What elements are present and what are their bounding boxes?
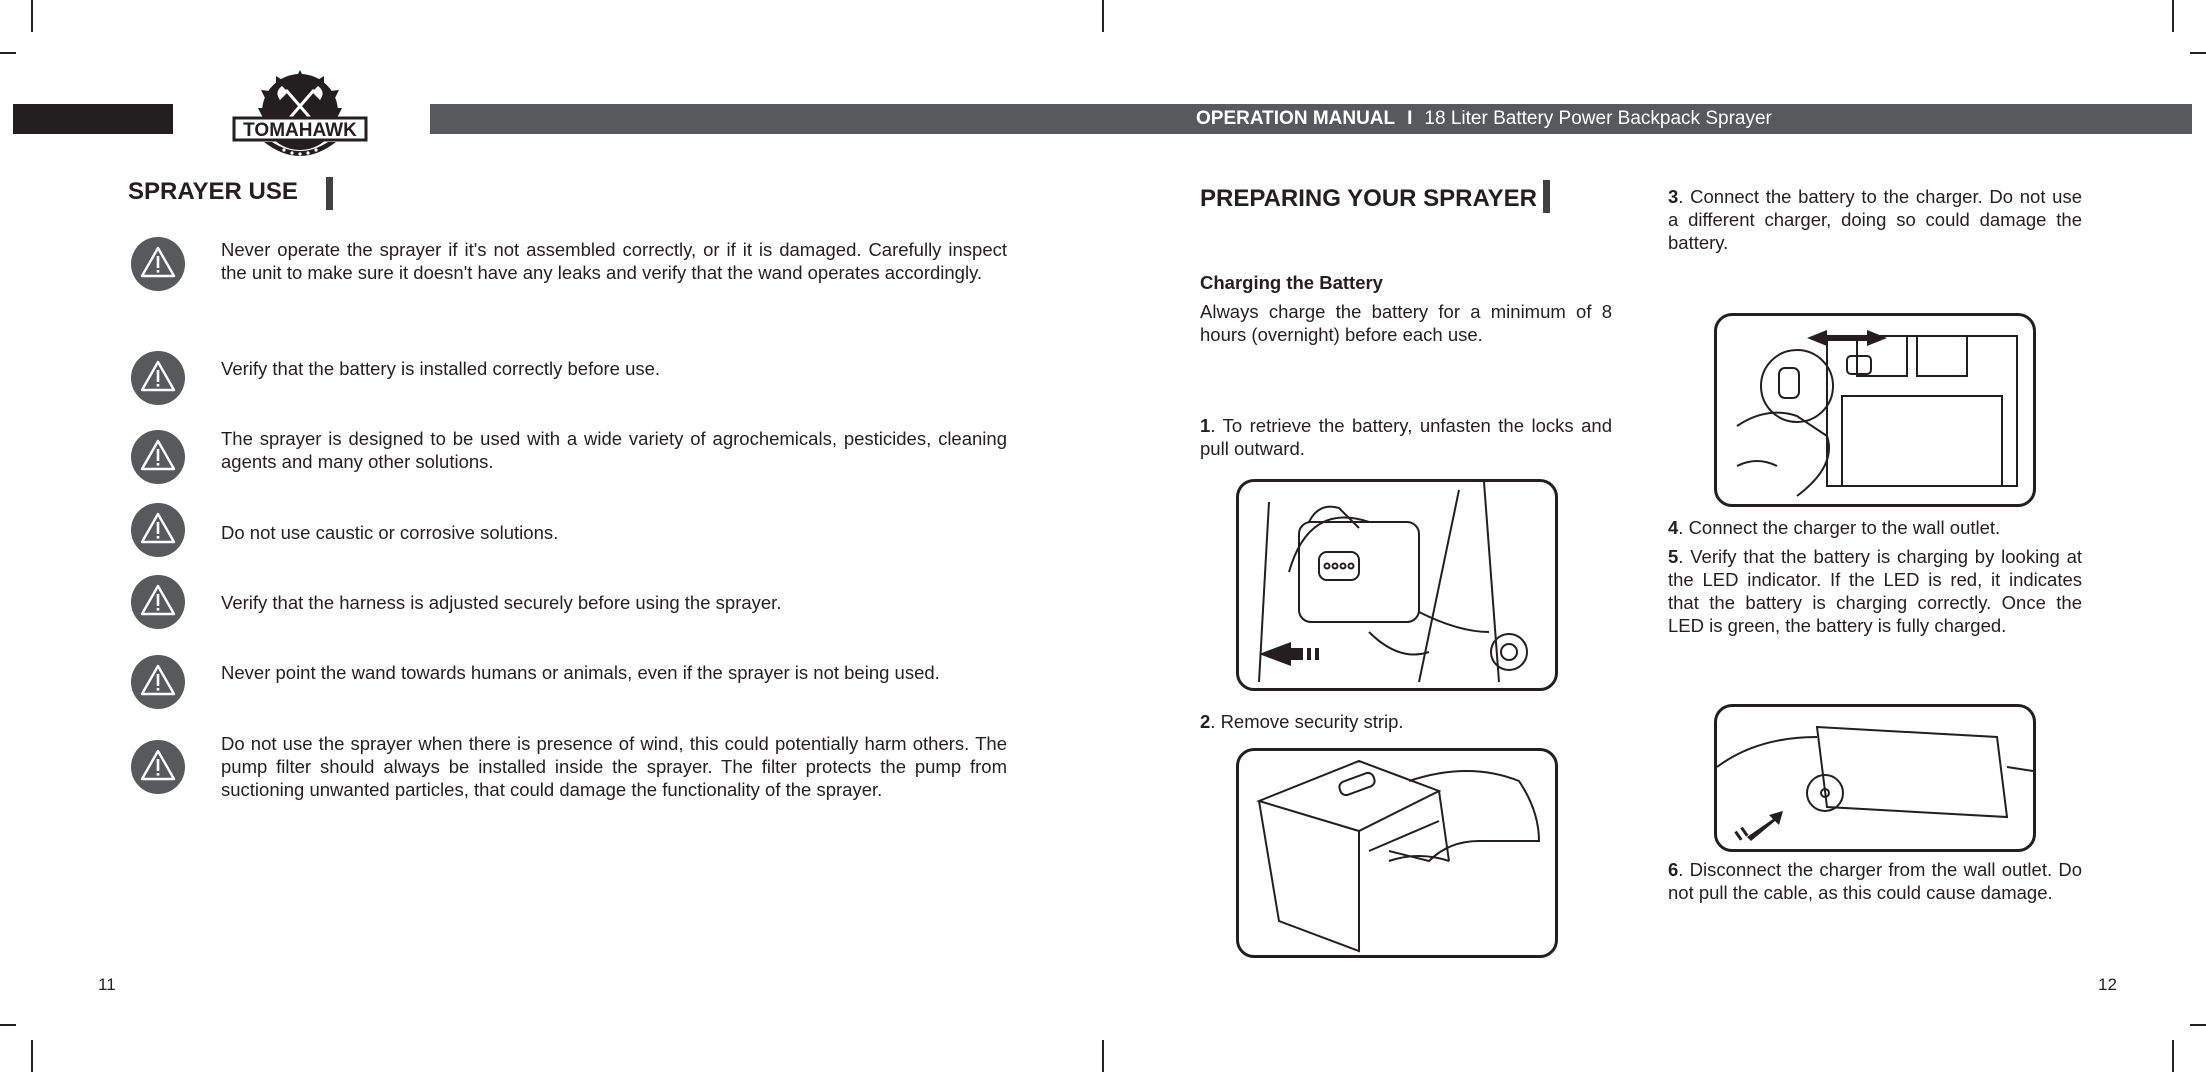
warning-icon — [130, 429, 186, 485]
step-3 — [1668, 185, 2082, 254]
crop-mark — [2190, 1024, 2206, 1026]
step-number: 2 — [1200, 711, 1211, 732]
crop-mark — [31, 1040, 33, 1072]
step-number: 6 — [1668, 859, 1679, 880]
charger-led-illustration — [1714, 704, 2036, 852]
step-number: 5 — [1668, 546, 1679, 567]
warning-icon — [130, 236, 186, 292]
warning-text: Do not use caustic or corrosive solutions. — [221, 522, 559, 543]
crop-mark — [2190, 52, 2206, 54]
charging-intro: Always charge the battery for a minimum of 8 hours (overnight) before each use. — [1200, 301, 1612, 345]
page-number-right: 12 — [2098, 975, 2117, 994]
warning-text: Never operate the sprayer if it's not assembled correctly, or if it is damaged. Carefully inspect the unit to make sure it doesn't have any leaks and verify that the wand operates accordingly. — [221, 239, 1007, 283]
step-number: 4 — [1668, 517, 1679, 538]
warning-icon — [130, 350, 186, 406]
subheading-charging: Charging the Battery — [1200, 272, 1383, 293]
step-text: . Remove security strip. — [1210, 711, 1404, 732]
running-header — [1196, 104, 1772, 134]
step-text: . Connect the battery to the charger. Do not use a different charger, doing so could damage the battery. — [1668, 186, 2082, 253]
warning-icon — [130, 739, 186, 795]
crop-mark — [0, 52, 16, 54]
step-4 — [1668, 516, 2082, 539]
crop-mark — [2172, 1040, 2174, 1072]
step-text: . Disconnect the charger from the wall outlet. Do not pull the cable, as this could cause damage. — [1668, 859, 2082, 903]
step-text: . Verify that the battery is charging by looking at the LED indicator. If the LED is red, it indicates that the battery is charging correctly. Once the LED is green, the battery is fully charged. — [1668, 546, 2082, 636]
heading-accent-bar — [326, 177, 333, 210]
svg-text:TOMAHAWK: TOMAHAWK — [243, 120, 357, 141]
page-number-left: 11 — [98, 975, 116, 994]
header-separator: I — [1407, 108, 1413, 129]
warning-icon — [130, 502, 186, 558]
step-2 — [1200, 710, 1612, 733]
step-text: . Connect the charger to the wall outlet. — [1678, 517, 2001, 538]
header-bar-left — [13, 104, 173, 134]
step-6 — [1668, 858, 2082, 904]
crop-mark — [1102, 0, 1104, 32]
warning-text: Verify that the battery is installed correctly before use. — [221, 358, 661, 379]
warning-text: The sprayer is designed to be used with a wide variety of agrochemicals, pesticides, cleaning agents and many other solutions. — [221, 428, 1007, 472]
crop-mark — [1102, 1040, 1104, 1072]
crop-mark — [0, 1024, 16, 1026]
warning-icon — [130, 654, 186, 710]
section-heading-sprayer-use: SPRAYER USE — [128, 178, 298, 205]
battery-removal-illustration — [1236, 479, 1558, 691]
warning-text: Never point the wand towards humans or animals, even if the sprayer is not being used. — [221, 662, 940, 683]
step-number: 3 — [1668, 186, 1679, 207]
manual-label: OPERATION MANUAL — [1196, 108, 1396, 129]
section-heading-preparing: PREPARING YOUR SPRAYER — [1200, 185, 1537, 212]
warning-text: Do not use the sprayer when there is presence of wind, this could potentially harm others. The pump filter should always be installed inside the sprayer. The filter protects the pump from suctioning unwanted particles, that could damage the functionality of the sprayer. — [221, 733, 1007, 800]
warning-icon — [130, 574, 186, 630]
step-1 — [1200, 414, 1612, 460]
crop-mark — [2172, 0, 2174, 32]
charger-connection-illustration — [1714, 313, 2036, 507]
product-title: 18 Liter Battery Power Backpack Sprayer — [1424, 108, 1772, 129]
crop-mark — [31, 0, 33, 32]
security-strip-illustration — [1236, 748, 1558, 958]
tomahawk-logo — [232, 70, 368, 170]
step-text: . To retrieve the battery, unfasten the locks and pull outward. — [1200, 415, 1612, 459]
heading-accent-bar — [1543, 180, 1550, 213]
warning-text: Verify that the harness is adjusted securely before using the sprayer. — [221, 592, 782, 613]
step-5 — [1668, 545, 2082, 637]
step-number: 1 — [1200, 415, 1211, 436]
